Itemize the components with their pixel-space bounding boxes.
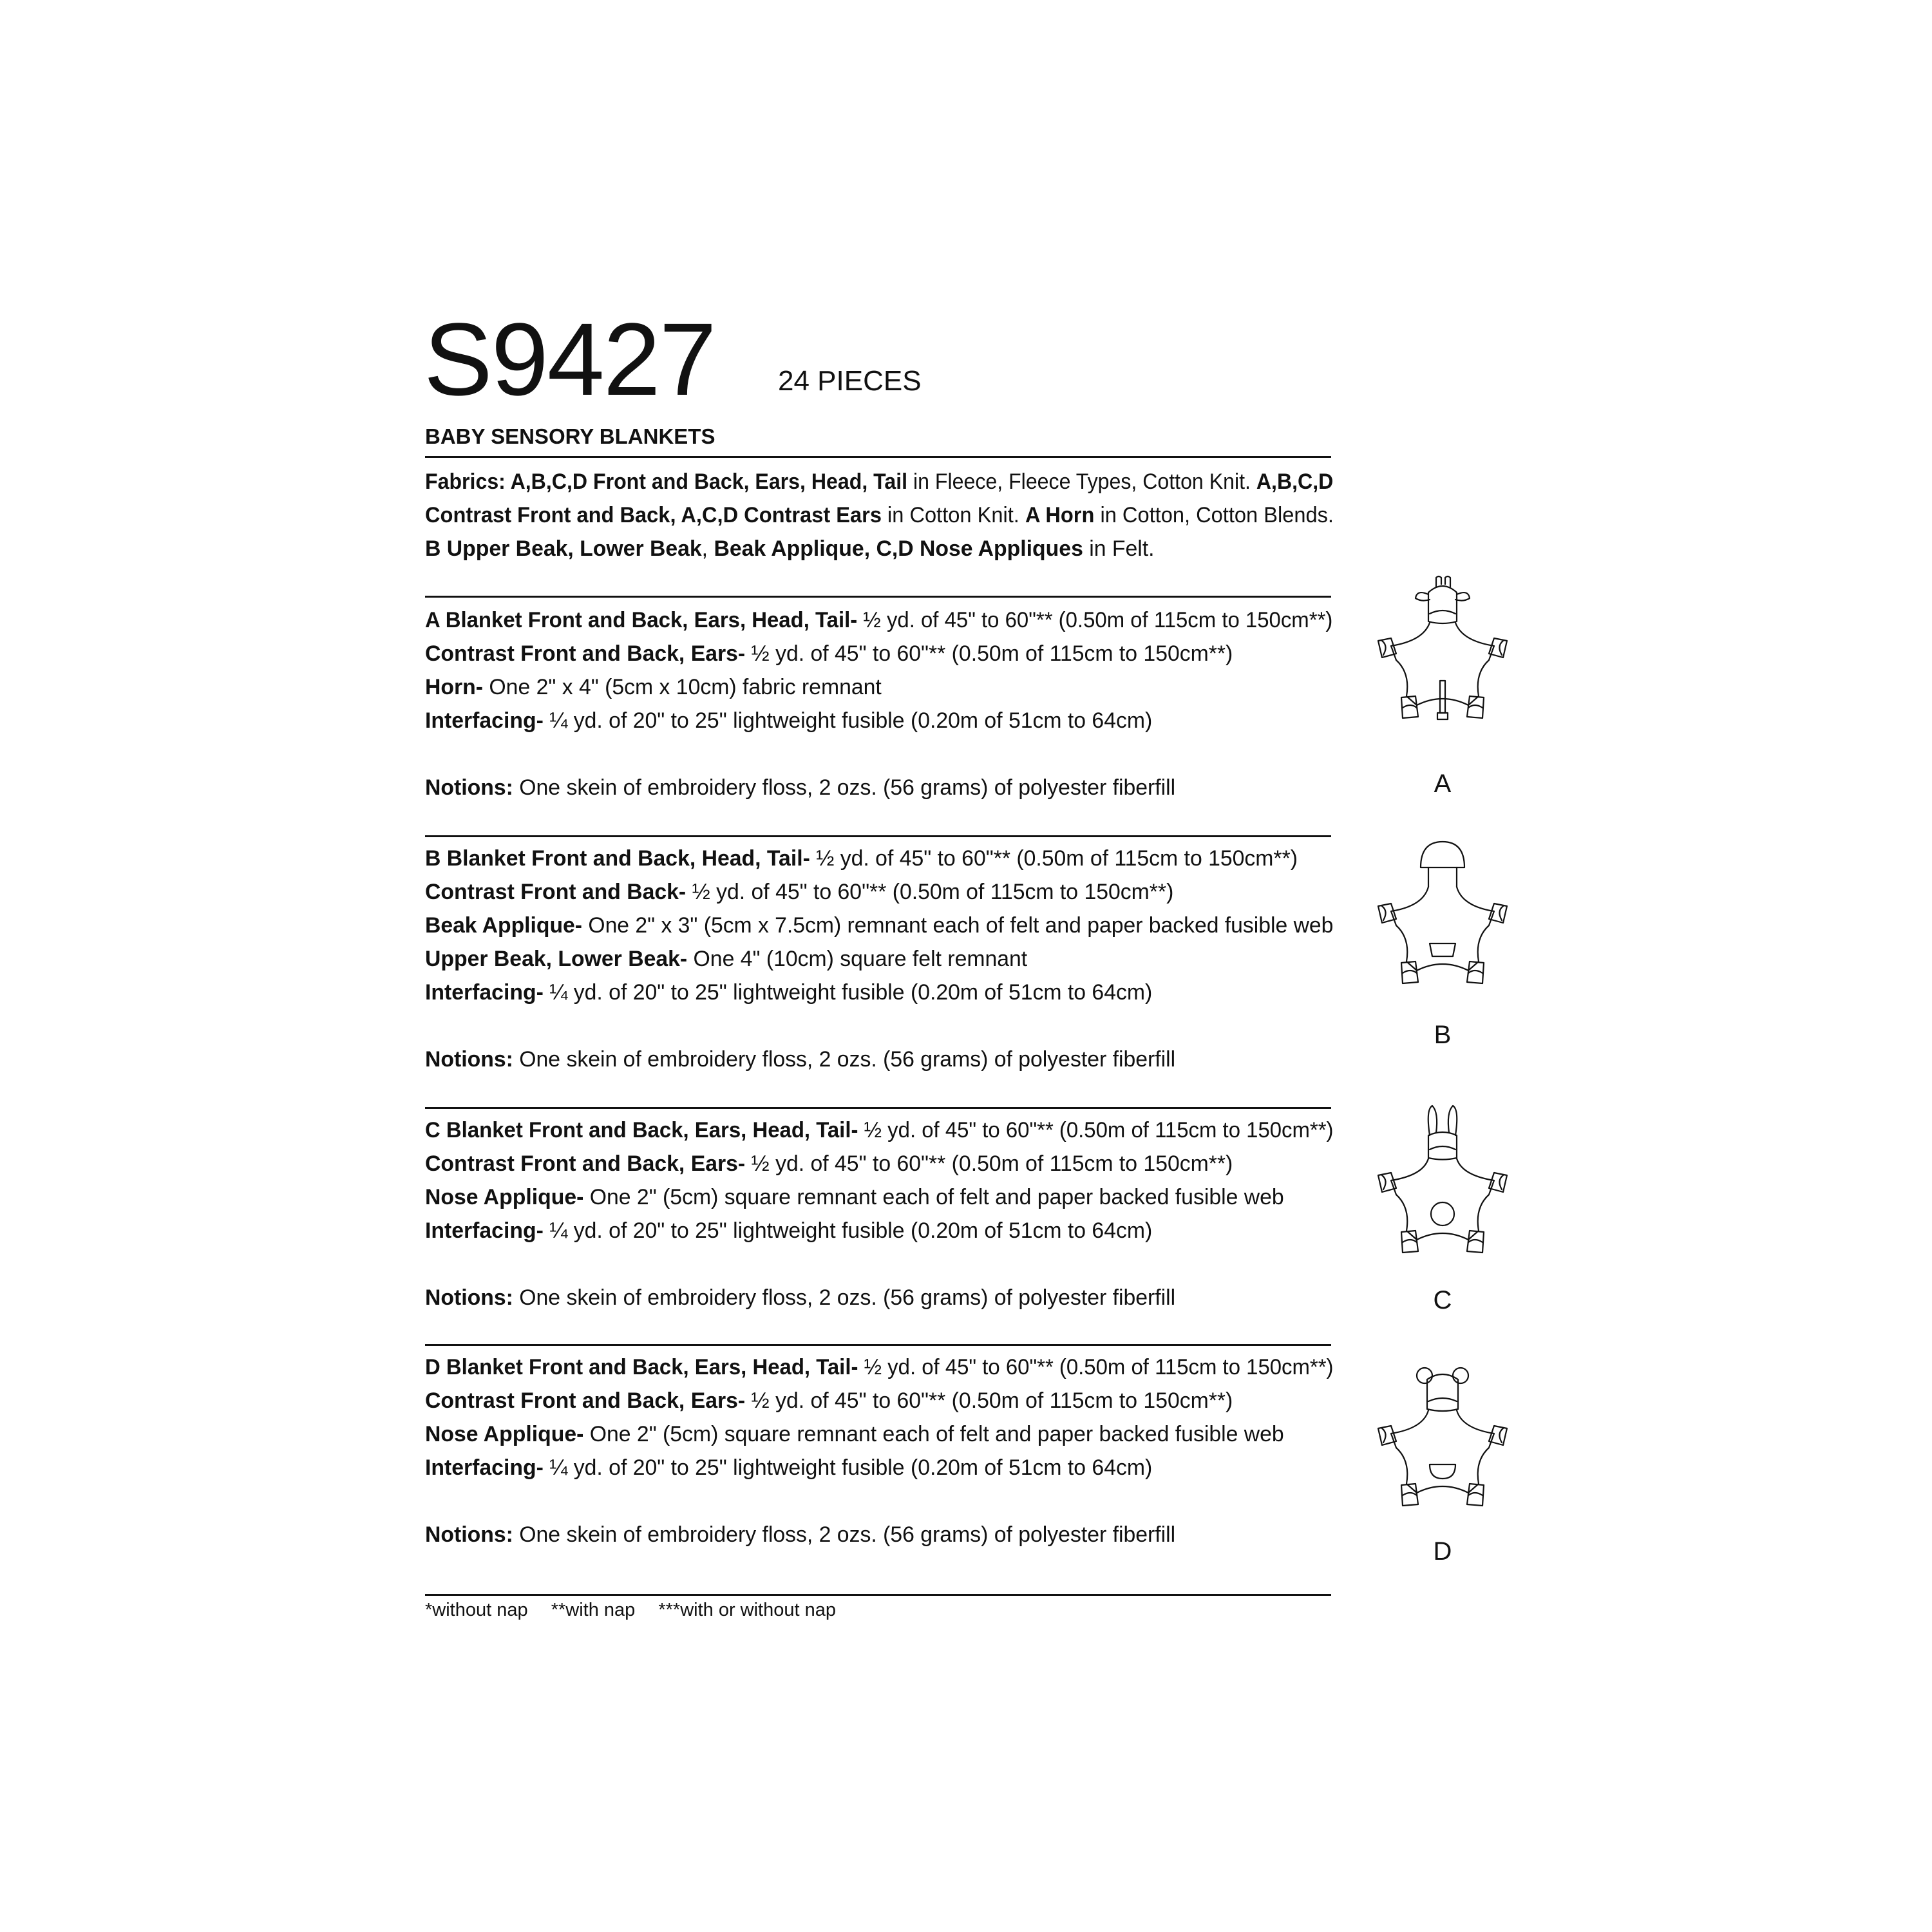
view-label-a: A bbox=[1434, 770, 1452, 798]
divider bbox=[425, 835, 1331, 837]
footnote-without-nap: *without nap bbox=[425, 1600, 528, 1620]
yardage-line bbox=[425, 909, 1334, 942]
yardage-label: Contrast Front and Back- bbox=[425, 880, 687, 904]
fabrics-line-1 bbox=[425, 465, 1334, 498]
yardage-label: C Blanket Front and Back, Ears, Head, Tail- bbox=[425, 1118, 858, 1142]
yardage-text: ½ yd. of 45" to 60"** (0.50m of 115cm to 150cm**) bbox=[810, 846, 1298, 871]
yardage-label: Nose Applique- bbox=[425, 1422, 584, 1446]
yardage-text: ½ yd. of 45" to 60"** (0.50m of 115cm to 150cm**) bbox=[858, 1118, 1334, 1142]
yardage-line bbox=[425, 1147, 1333, 1180]
yardage-label: Interfacing- bbox=[425, 1218, 544, 1243]
yardage-text: One 2" x 3" (5cm x 7.5cm) remnant each of felt and paper backed fusible web bbox=[582, 913, 1334, 938]
view-b-yardage bbox=[425, 842, 1340, 1076]
pattern-title: BABY SENSORY BLANKETS bbox=[425, 424, 715, 448]
notions-text: One skein of embroidery floss, 2 ozs. (56 grams) of polyester fiberfill bbox=[513, 1522, 1176, 1547]
bear-blanket-icon bbox=[1365, 1358, 1520, 1525]
view-d-yardage bbox=[425, 1350, 1340, 1551]
fabrics-text: in Felt. bbox=[1083, 536, 1155, 561]
notions-label: Notions: bbox=[425, 1285, 513, 1310]
yardage-label: Beak Applique- bbox=[425, 913, 583, 938]
divider bbox=[425, 1344, 1331, 1346]
yardage-line bbox=[425, 670, 1333, 704]
yardage-label: Interfacing- bbox=[425, 980, 544, 1005]
yardage-label: B Blanket Front and Back, Head, Tail- bbox=[425, 846, 810, 871]
notions-text: One skein of embroidery floss, 2 ozs. (56 grams) of polyester fiberfill bbox=[513, 1047, 1176, 1072]
yardage-text: One 2" x 4" (5cm x 10cm) fabric remnant bbox=[483, 675, 882, 699]
yardage-line bbox=[425, 976, 1333, 1009]
bird-blanket-icon bbox=[1365, 835, 1520, 1003]
bunny-blanket-icon bbox=[1365, 1103, 1520, 1271]
notions-line bbox=[425, 1281, 1333, 1314]
yardage-line bbox=[425, 1113, 1334, 1147]
fabrics-bold: Beak Applique, C,D Nose Appliques bbox=[714, 536, 1083, 561]
notions-line bbox=[425, 771, 1333, 804]
yardage-line bbox=[425, 637, 1333, 670]
fabrics-line-2 bbox=[425, 498, 1334, 532]
yardage-line bbox=[425, 1214, 1333, 1247]
yardage-text: ¼ yd. of 20" to 25" lightweight fusible (0.20m of 51cm to 64cm) bbox=[543, 1218, 1153, 1243]
yardage-label: Contrast Front and Back, Ears- bbox=[425, 1151, 746, 1176]
yardage-label: Interfacing- bbox=[425, 708, 544, 733]
footnote-with-nap: **with nap bbox=[551, 1600, 636, 1620]
yardage-text: ½ yd. of 45" to 60"** (0.50m of 115cm to 150cm**) bbox=[858, 1355, 1334, 1379]
yardage-line bbox=[425, 842, 1333, 875]
yardage-label: Interfacing- bbox=[425, 1455, 544, 1480]
divider bbox=[425, 596, 1331, 598]
piece-count: 24 PIECES bbox=[778, 365, 922, 397]
divider bbox=[425, 456, 1331, 458]
divider bbox=[425, 1594, 1331, 1596]
yardage-label: A Blanket Front and Back, Ears, Head, Tail- bbox=[425, 608, 858, 632]
yardage-line bbox=[425, 1350, 1334, 1384]
notions-line bbox=[425, 1043, 1333, 1076]
yardage-text: One 2" (5cm) square remnant each of felt and paper backed fusible web bbox=[583, 1422, 1284, 1446]
fabrics-text: in Fleece, Fleece Types, Cotton Knit. bbox=[907, 469, 1256, 494]
fabrics-bold: Contrast Front and Back, A,C,D Contrast Ears bbox=[425, 503, 882, 527]
fabrics-block bbox=[425, 465, 1340, 565]
fabrics-bold: B Upper Beak, Lower Beak bbox=[425, 536, 702, 561]
pattern-number: S9427 bbox=[424, 301, 715, 417]
yardage-text: ¼ yd. of 20" to 25" lightweight fusible (0.20m of 51cm to 64cm) bbox=[543, 1455, 1153, 1480]
yardage-line bbox=[425, 942, 1333, 976]
fabrics-bold: Fabrics: A,B,C,D Front and Back, Ears, Head, Tail bbox=[425, 469, 908, 494]
fabrics-bold: A,B,C,D bbox=[1256, 469, 1334, 494]
notions-label: Notions: bbox=[425, 1047, 513, 1072]
yardage-line bbox=[425, 1180, 1333, 1214]
fabrics-text: in Cotton, Cotton Blends. bbox=[1094, 503, 1334, 527]
view-label-d: D bbox=[1433, 1537, 1452, 1566]
yardage-text: ½ yd. of 45" to 60"** (0.50m of 115cm to 150cm**) bbox=[745, 1151, 1233, 1176]
notions-label: Notions: bbox=[425, 1522, 513, 1547]
divider bbox=[425, 1107, 1331, 1109]
yardage-label: D Blanket Front and Back, Ears, Head, Tail- bbox=[425, 1355, 858, 1379]
fabrics-text: in Cotton Knit. bbox=[882, 503, 1025, 527]
yardage-label: Horn- bbox=[425, 675, 484, 699]
yardage-text: ½ yd. of 45" to 60"** (0.50m of 115cm to 150cm**) bbox=[745, 1388, 1233, 1413]
notions-line bbox=[425, 1518, 1333, 1551]
yardage-line bbox=[425, 1451, 1333, 1484]
yardage-label: Contrast Front and Back, Ears- bbox=[425, 1388, 746, 1413]
yardage-line bbox=[425, 1384, 1333, 1417]
yardage-text: ½ yd. of 45" to 60"** (0.50m of 115cm to 150cm**) bbox=[686, 880, 1174, 904]
yardage-line bbox=[425, 875, 1333, 909]
yardage-text: ½ yd. of 45" to 60"** (0.50m of 115cm to 150cm**) bbox=[745, 641, 1233, 666]
yardage-line bbox=[425, 704, 1333, 737]
yardage-text: One 4" (10cm) square felt remnant bbox=[687, 947, 1028, 971]
giraffe-blanket-icon bbox=[1365, 570, 1520, 737]
fabrics-text: , bbox=[701, 536, 714, 561]
yardage-label: Upper Beak, Lower Beak- bbox=[425, 947, 688, 971]
yardage-text: ¼ yd. of 20" to 25" lightweight fusible (0.20m of 51cm to 64cm) bbox=[543, 980, 1153, 1005]
yardage-text: ¼ yd. of 20" to 25" lightweight fusible (0.20m of 51cm to 64cm) bbox=[543, 708, 1153, 733]
yardage-line bbox=[425, 1417, 1333, 1451]
yardage-text: ½ yd. of 45" to 60"** (0.50m of 115cm to 150cm**) bbox=[857, 608, 1333, 632]
view-label-b: B bbox=[1434, 1021, 1452, 1049]
footnote-with-or-without-nap: ***with or without nap bbox=[658, 1600, 836, 1620]
notions-text: One skein of embroidery floss, 2 ozs. (56 grams) of polyester fiberfill bbox=[513, 775, 1176, 800]
view-c-yardage bbox=[425, 1113, 1340, 1314]
yardage-label: Nose Applique- bbox=[425, 1185, 584, 1209]
fabrics-line-3 bbox=[425, 532, 1333, 565]
nap-footnotes bbox=[425, 1598, 854, 1622]
fabrics-bold: A Horn bbox=[1025, 503, 1095, 527]
yardage-label: Contrast Front and Back, Ears- bbox=[425, 641, 746, 666]
view-a-yardage bbox=[425, 603, 1340, 804]
view-label-c: C bbox=[1433, 1286, 1452, 1314]
notions-text: One skein of embroidery floss, 2 ozs. (56 grams) of polyester fiberfill bbox=[513, 1285, 1176, 1310]
yardage-line bbox=[425, 603, 1333, 637]
yardage-text: One 2" (5cm) square remnant each of felt and paper backed fusible web bbox=[583, 1185, 1284, 1209]
notions-label: Notions: bbox=[425, 775, 513, 800]
